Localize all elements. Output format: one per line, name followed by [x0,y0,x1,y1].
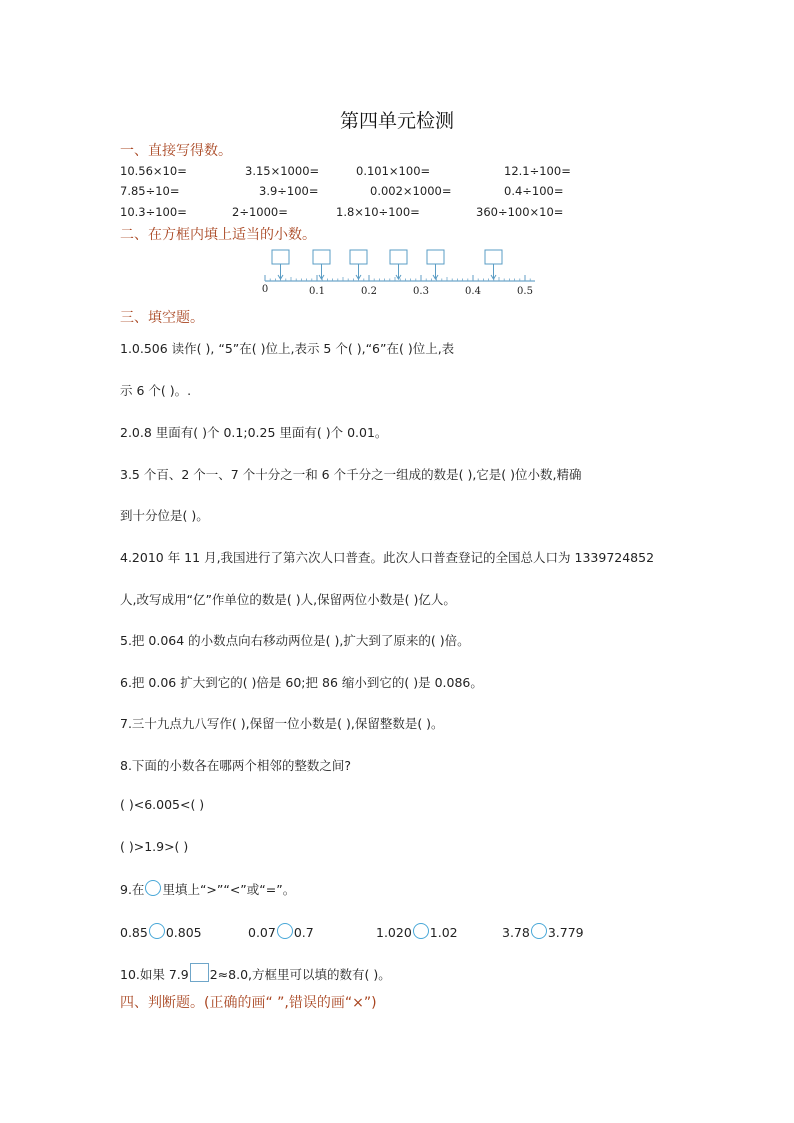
question-2: 2.0.8 里面有( )个 0.1;0.25 里面有( )个 0.01。 [120,425,388,440]
compare-circle-icon[interactable] [145,880,161,896]
question-9-suffix: 里填上“>”“<”或“=”。 [162,882,296,897]
question-4-line-2: 人,改写成用“亿”作单位的数是( )人,保留两位小数是( )亿人。 [120,592,456,607]
section-heading-1: 一、直接写得数。 [120,143,232,159]
question-8: 8.下面的小数各在哪两个相邻的整数之间? [120,758,352,773]
digit-box[interactable] [190,963,209,982]
answer-box[interactable] [427,250,444,279]
section-heading-4: 四、判断题。(正确的画“ ”,错误的画“×”) [120,995,377,1011]
question-3-line-2: 到十分位是( )。 [120,508,209,523]
compare-left: 0.85 [120,925,148,940]
compare-left: 3.78 [502,925,530,940]
question-8-item-1: ( )<6.005<( ) [120,797,205,812]
compare-right: 0.7 [293,925,314,940]
calc-item: 10.3÷100= [120,205,187,219]
answer-box[interactable] [390,250,407,279]
calc-item: 1.8×10÷100= [336,205,420,219]
question-3-line-1: 3.5 个百、2 个一、7 个十分之一和 6 个千分之一组成的数是( ),它是( )位小数,精确 [120,467,582,482]
calc-item: 7.85÷10= [120,184,180,198]
question-5: 5.把 0.064 的小数点向右移动两位是( ),扩大到了原来的( )倍。 [120,633,470,648]
compare-circle-icon[interactable] [413,923,429,939]
number-line-label: 0.2 [361,286,377,297]
calc-item: 3.15×1000= [245,164,320,178]
answer-boxes [272,250,502,279]
answer-box[interactable] [313,250,330,279]
question-10-prefix: 10.如果 7.9 [120,967,189,982]
page-title: 第四单元检测 [339,110,454,132]
calc-item: 3.9÷100= [259,184,319,198]
calc-item: 0.4÷100= [504,184,564,198]
calc-item: 2÷1000= [232,205,288,219]
question-6: 6.把 0.06 扩大到它的( )倍是 60;把 86 缩小到它的( )是 0.086。 [120,675,483,690]
compare-item [376,923,458,940]
compare-left: 1.020 [376,925,412,940]
number-line [255,246,545,298]
compare-right: 1.02 [429,925,458,940]
question-9 [120,880,295,898]
compare-left: 0.07 [248,925,276,940]
number-line-label: 0 [261,284,269,295]
question-4-line-1: 4.2010 年 11 月,我国进行了第六次人口普查。此次人口普查登记的全国总人口为 1339724852 [120,550,655,565]
number-line-label: 0.1 [309,286,325,297]
compare-circle-icon[interactable] [531,923,547,939]
question-1-line-1: 1.0.506 读作( ), “5”在( )位上,表示 5 个( ),“6”在( )位上,表 [120,341,455,356]
answer-box[interactable] [350,250,367,279]
compare-circle-icon[interactable] [277,923,293,939]
number-line-label: 0.5 [517,286,533,297]
number-line-label: 0.3 [413,286,429,297]
answer-box[interactable] [485,250,502,279]
compare-circle-icon[interactable] [149,923,165,939]
question-10-suffix: 2≈8.0,方框里可以填的数有( )。 [209,967,391,982]
compare-right: 0.805 [165,925,202,940]
question-1-line-2: 示 6 个( )。. [120,383,192,398]
section-heading-2: 二、在方框内填上适当的小数。 [120,227,316,243]
compare-right: 3.779 [547,925,584,940]
calc-item: 10.56×10= [120,164,187,178]
question-10 [120,963,391,983]
number-line-label: 0.4 [465,286,481,297]
question-9-prefix: 9.在 [120,882,145,897]
compare-item [502,923,584,940]
compare-item [248,923,314,940]
calc-item: 0.101×100= [356,164,431,178]
answer-box[interactable] [272,250,289,279]
calc-item: 0.002×1000= [370,184,452,198]
section-heading-3: 三、填空题。 [120,310,204,326]
question-8-item-2: ( )>1.9>( ) [120,839,189,854]
calc-item: 360÷100×10= [476,205,564,219]
question-7: 7.三十九点九八写作( ),保留一位小数是( ),保留整数是( )。 [120,716,444,731]
calc-item: 12.1÷100= [504,164,571,178]
compare-item [120,923,202,940]
